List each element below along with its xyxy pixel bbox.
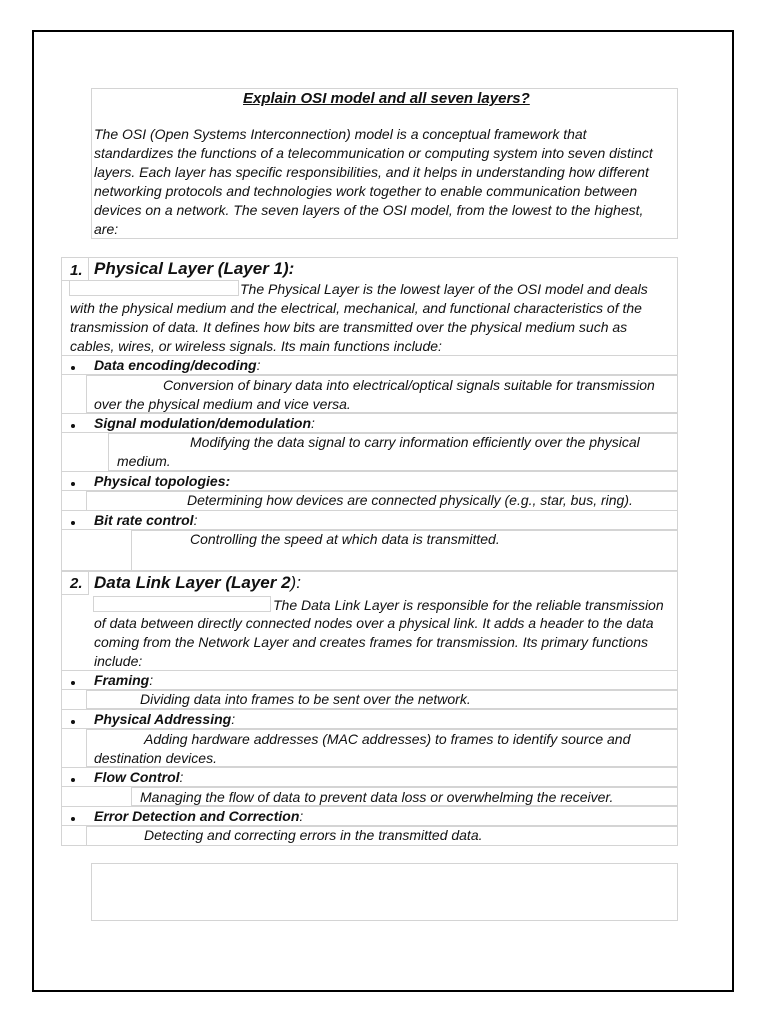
bullet-desc-line: Dividing data into frames to be sent over the network. [140, 691, 471, 707]
bullet-title [94, 710, 235, 729]
layer1-number: 1. [70, 262, 83, 279]
layer1-heading-suffix: : [288, 259, 295, 278]
bullet-name: Flow Control [94, 769, 180, 785]
bullet-suffix: : [299, 808, 304, 824]
bullet-suffix: : [311, 415, 315, 431]
intro-line: layers. Each layer has specific responsibilities, and it helps in understanding how different [94, 164, 649, 180]
bullet-title [94, 671, 153, 690]
bullet-icon [71, 366, 75, 370]
bullet-suffix: : [231, 711, 236, 727]
bullet-name: Error Detection and Correction [94, 808, 300, 824]
bullet-name: Framing [94, 672, 150, 688]
bullet-desc-line: Conversion of binary data into electrical/optical signals suitable for transmission [163, 377, 655, 393]
bullet-row [61, 670, 678, 690]
layer1-heading [94, 259, 294, 279]
intro-line: networking protocols and technologies work together to enable communication between [94, 183, 638, 199]
bullet-icon [71, 521, 75, 525]
bullet-title [94, 511, 197, 530]
layer2-desc-line: The Data Link Layer is responsible for the reliable transmission [273, 597, 664, 613]
bullet-suffix: : [179, 769, 184, 785]
intro-line: are: [94, 221, 119, 237]
bullet-desc-line: Controlling the speed at which data is transmitted. [190, 531, 500, 547]
layer2-number: 2. [70, 575, 83, 592]
bullet-suffix: : [256, 357, 261, 373]
page-title: Explain OSI model and all seven layers? [243, 90, 530, 107]
bullet-icon [71, 720, 75, 724]
bullet-icon [71, 482, 75, 486]
bullet-desc-line: Adding hardware addresses (MAC addresses) to frames to identify source and [144, 731, 631, 747]
bullet-title [94, 768, 183, 787]
bullet-suffix: : [193, 512, 198, 528]
layer1-heading-text: Physical Layer (Layer 1) [94, 259, 289, 278]
bullet-desc-line: over the physical medium and vice versa. [94, 396, 351, 412]
bullet-desc-line: Managing the flow of data to prevent data loss or overwhelming the receiver. [140, 789, 614, 805]
layer2-indent-cell [93, 596, 271, 612]
bullet-title [94, 807, 303, 826]
layer1-desc-line: transmission of data. It defines how bits are transmitted over the physical medium such as [70, 319, 628, 335]
bullet-name: Physical topologies: [94, 473, 231, 489]
bullet-title [94, 472, 230, 491]
bullet-name: Bit rate control [94, 512, 194, 528]
layer1-desc-line: with the physical medium and the electrical, mechanical, and functional characteristics of the [70, 300, 642, 316]
intro-line: The OSI (Open Systems Interconnection) model is a conceptual framework that [94, 126, 587, 142]
bullet-title [94, 414, 315, 433]
layer2-heading [94, 573, 301, 593]
bullet-desc-line: Modifying the data signal to carry information efficiently over the physical [190, 434, 640, 450]
layer2-desc-line: include: [94, 653, 143, 669]
bullet-icon [71, 817, 75, 821]
layer1-desc-line: cables, wires, or wireless signals. Its main functions include: [70, 338, 442, 354]
layer1-desc-line: The Physical Layer is the lowest layer of the OSI model and deals [240, 281, 648, 297]
bullet-suffix: : [149, 672, 154, 688]
bullet-icon [71, 424, 75, 428]
bullet-desc-line: Determining how devices are connected physically (e.g., star, bus, ring). [187, 492, 633, 508]
layer2-desc-line: coming from the Network Layer and creates frames for transmission. Its primary functions [94, 634, 648, 650]
intro-line: devices on a network. The seven layers of the OSI model, from the lowest to the highest, [94, 202, 644, 218]
layer2-desc-line: of data between directly connected nodes over a physical link. It adds a header to the data [94, 615, 654, 631]
bullet-name: Data encoding/decoding [94, 357, 257, 373]
layer2-heading-text: Data Link Layer (Layer 2 [94, 573, 291, 592]
empty-text-box [91, 863, 678, 921]
intro-line: standardizes the functions of a telecommunication or computing system into seven distinct [94, 145, 653, 161]
bullet-title [94, 356, 260, 375]
bullet-desc-line: medium. [117, 453, 171, 469]
layer2-heading-suffix: ): [290, 573, 301, 592]
bullet-icon [71, 681, 75, 685]
bullet-name: Physical Addressing [94, 711, 232, 727]
bullet-desc-line: destination devices. [94, 750, 217, 766]
bullet-icon [71, 778, 75, 782]
bullet-desc-line: Detecting and correcting errors in the transmitted data. [144, 827, 483, 843]
layer1-indent-cell [69, 280, 239, 296]
bullet-name: Signal modulation/demodulation [94, 415, 311, 431]
